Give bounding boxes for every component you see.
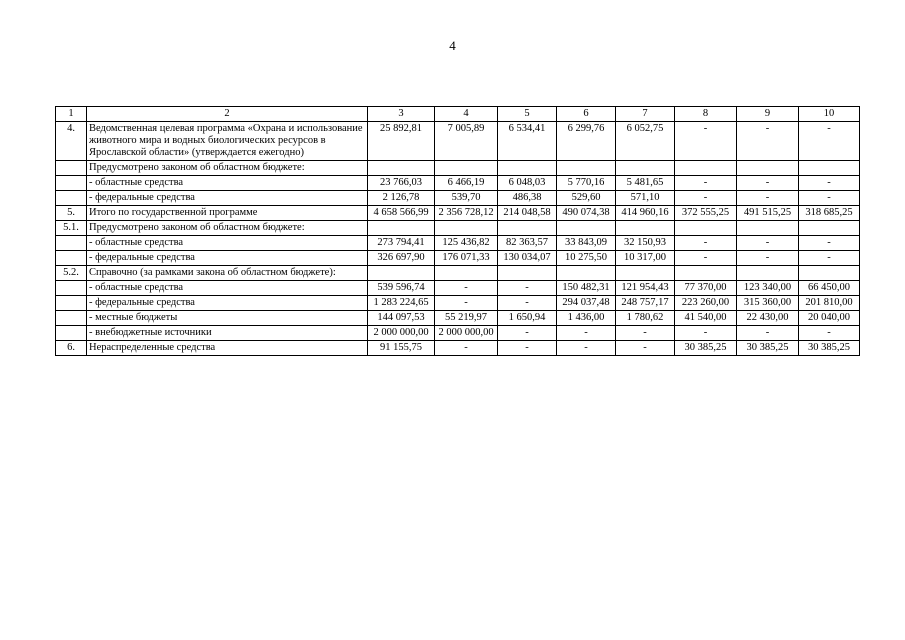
- row-description: - внебюджетные источники: [87, 326, 368, 341]
- value-cell: 176 071,33: [435, 251, 498, 266]
- value-cell: 32 150,93: [616, 236, 675, 251]
- table-row: [56, 281, 860, 296]
- header-cell: 6: [557, 107, 616, 122]
- row-description: Предусмотрено законом об областном бюджете:: [87, 161, 368, 176]
- value-cell: -: [737, 236, 799, 251]
- value-cell: 10 317,00: [616, 251, 675, 266]
- value-cell: -: [498, 341, 557, 356]
- value-cell: [737, 221, 799, 236]
- value-cell: 5 481,65: [616, 176, 675, 191]
- table-row: [56, 251, 860, 266]
- value-cell: -: [737, 191, 799, 206]
- value-cell: 539 596,74: [368, 281, 435, 296]
- value-cell: 25 892,81: [368, 122, 435, 161]
- value-cell: [799, 161, 860, 176]
- value-cell: [498, 221, 557, 236]
- value-cell: 4 658 566,99: [368, 206, 435, 221]
- value-cell: 82 363,57: [498, 236, 557, 251]
- header-cell: 1: [56, 107, 87, 122]
- value-cell: 130 034,07: [498, 251, 557, 266]
- value-cell: -: [737, 251, 799, 266]
- value-cell: -: [737, 122, 799, 161]
- value-cell: 326 697,90: [368, 251, 435, 266]
- row-index: 5.1.: [56, 221, 87, 236]
- table-row: [56, 176, 860, 191]
- value-cell: -: [435, 281, 498, 296]
- value-cell: 491 515,25: [737, 206, 799, 221]
- value-cell: [557, 266, 616, 281]
- row-index: [56, 311, 87, 326]
- table-row: [56, 161, 860, 176]
- row-description: Ведомственная целевая программа «Охрана и использование животного мира и водных биологических ресурсов в Ярославской области» (утверждается ежегодно): [87, 122, 368, 161]
- value-cell: -: [435, 341, 498, 356]
- value-cell: 223 260,00: [675, 296, 737, 311]
- value-cell: -: [675, 191, 737, 206]
- value-cell: 2 000 000,00: [435, 326, 498, 341]
- value-cell: 1 283 224,65: [368, 296, 435, 311]
- value-cell: [737, 161, 799, 176]
- value-cell: [616, 161, 675, 176]
- value-cell: 539,70: [435, 191, 498, 206]
- table-row: [56, 311, 860, 326]
- row-description: - областные средства: [87, 236, 368, 251]
- row-description: Итого по государственной программе: [87, 206, 368, 221]
- value-cell: 125 436,82: [435, 236, 498, 251]
- table-row: [56, 191, 860, 206]
- header-cell: 10: [799, 107, 860, 122]
- row-description: - федеральные средства: [87, 191, 368, 206]
- table-row: [56, 122, 860, 161]
- value-cell: -: [737, 326, 799, 341]
- value-cell: 315 360,00: [737, 296, 799, 311]
- table-row: [56, 326, 860, 341]
- value-cell: 490 074,38: [557, 206, 616, 221]
- value-cell: [368, 161, 435, 176]
- value-cell: 248 757,17: [616, 296, 675, 311]
- value-cell: 372 555,25: [675, 206, 737, 221]
- row-description: - областные средства: [87, 176, 368, 191]
- value-cell: -: [675, 251, 737, 266]
- row-index: [56, 251, 87, 266]
- table-row: [56, 296, 860, 311]
- value-cell: -: [675, 326, 737, 341]
- row-description: - местные бюджеты: [87, 311, 368, 326]
- row-index: [56, 191, 87, 206]
- value-cell: -: [435, 296, 498, 311]
- value-cell: -: [616, 341, 675, 356]
- value-cell: -: [799, 326, 860, 341]
- header-cell: 3: [368, 107, 435, 122]
- table-row: [56, 221, 860, 236]
- value-cell: [675, 266, 737, 281]
- header-cell: 4: [435, 107, 498, 122]
- value-cell: -: [557, 326, 616, 341]
- value-cell: 7 005,89: [435, 122, 498, 161]
- value-cell: 5 770,16: [557, 176, 616, 191]
- value-cell: 91 155,75: [368, 341, 435, 356]
- value-cell: 6 048,03: [498, 176, 557, 191]
- value-cell: [368, 221, 435, 236]
- value-cell: 30 385,25: [675, 341, 737, 356]
- table-row: [56, 236, 860, 251]
- value-cell: [799, 266, 860, 281]
- value-cell: [435, 161, 498, 176]
- value-cell: [368, 266, 435, 281]
- value-cell: 1 650,94: [498, 311, 557, 326]
- value-cell: 2 000 000,00: [368, 326, 435, 341]
- value-cell: 6 534,41: [498, 122, 557, 161]
- value-cell: 2 356 728,12: [435, 206, 498, 221]
- budget-table: [55, 106, 860, 356]
- value-cell: -: [799, 122, 860, 161]
- value-cell: -: [616, 326, 675, 341]
- value-cell: -: [498, 296, 557, 311]
- value-cell: 144 097,53: [368, 311, 435, 326]
- value-cell: -: [557, 341, 616, 356]
- header-cell: 2: [87, 107, 368, 122]
- value-cell: [435, 221, 498, 236]
- header-row: [56, 107, 860, 122]
- row-index: 4.: [56, 122, 87, 161]
- value-cell: 1 780,62: [616, 311, 675, 326]
- value-cell: 150 482,31: [557, 281, 616, 296]
- value-cell: 30 385,25: [737, 341, 799, 356]
- value-cell: -: [799, 176, 860, 191]
- value-cell: [498, 266, 557, 281]
- value-cell: 55 219,97: [435, 311, 498, 326]
- row-index: [56, 176, 87, 191]
- value-cell: 6 466,19: [435, 176, 498, 191]
- value-cell: 414 960,16: [616, 206, 675, 221]
- value-cell: [557, 161, 616, 176]
- value-cell: 66 450,00: [799, 281, 860, 296]
- row-description: Справочно (за рамками закона об областном бюджете):: [87, 266, 368, 281]
- value-cell: 273 794,41: [368, 236, 435, 251]
- value-cell: [799, 221, 860, 236]
- value-cell: 22 430,00: [737, 311, 799, 326]
- value-cell: 318 685,25: [799, 206, 860, 221]
- value-cell: 6 299,76: [557, 122, 616, 161]
- value-cell: [616, 266, 675, 281]
- value-cell: -: [799, 236, 860, 251]
- header-cell: 7: [616, 107, 675, 122]
- row-index: [56, 296, 87, 311]
- value-cell: 214 048,58: [498, 206, 557, 221]
- value-cell: 529,60: [557, 191, 616, 206]
- value-cell: -: [737, 176, 799, 191]
- value-cell: -: [799, 251, 860, 266]
- value-cell: 1 436,00: [557, 311, 616, 326]
- row-index: 5.: [56, 206, 87, 221]
- value-cell: 201 810,00: [799, 296, 860, 311]
- row-index: [56, 236, 87, 251]
- value-cell: [675, 161, 737, 176]
- value-cell: -: [675, 176, 737, 191]
- value-cell: 23 766,03: [368, 176, 435, 191]
- row-index: [56, 281, 87, 296]
- value-cell: [675, 221, 737, 236]
- value-cell: 20 040,00: [799, 311, 860, 326]
- row-index: [56, 326, 87, 341]
- row-index: 6.: [56, 341, 87, 356]
- value-cell: 30 385,25: [799, 341, 860, 356]
- value-cell: 121 954,43: [616, 281, 675, 296]
- header-cell: 8: [675, 107, 737, 122]
- header-cell: 5: [498, 107, 557, 122]
- value-cell: 10 275,50: [557, 251, 616, 266]
- value-cell: 6 052,75: [616, 122, 675, 161]
- value-cell: 123 340,00: [737, 281, 799, 296]
- table-row: [56, 341, 860, 356]
- row-description: - федеральные средства: [87, 296, 368, 311]
- value-cell: [737, 266, 799, 281]
- row-index: [56, 161, 87, 176]
- table-row: [56, 206, 860, 221]
- value-cell: -: [675, 236, 737, 251]
- header-cell: 9: [737, 107, 799, 122]
- value-cell: 2 126,78: [368, 191, 435, 206]
- value-cell: 294 037,48: [557, 296, 616, 311]
- value-cell: 77 370,00: [675, 281, 737, 296]
- value-cell: 486,38: [498, 191, 557, 206]
- value-cell: -: [498, 326, 557, 341]
- row-description: - федеральные средства: [87, 251, 368, 266]
- value-cell: -: [498, 281, 557, 296]
- value-cell: -: [675, 122, 737, 161]
- value-cell: 33 843,09: [557, 236, 616, 251]
- row-description: - областные средства: [87, 281, 368, 296]
- row-description: Предусмотрено законом об областном бюджете:: [87, 221, 368, 236]
- value-cell: [557, 221, 616, 236]
- value-cell: 571,10: [616, 191, 675, 206]
- value-cell: [435, 266, 498, 281]
- table-row: [56, 266, 860, 281]
- value-cell: [498, 161, 557, 176]
- value-cell: [616, 221, 675, 236]
- row-description: Нераспределенные средства: [87, 341, 368, 356]
- row-index: 5.2.: [56, 266, 87, 281]
- value-cell: -: [799, 191, 860, 206]
- value-cell: 41 540,00: [675, 311, 737, 326]
- page-number: 4: [449, 38, 456, 53]
